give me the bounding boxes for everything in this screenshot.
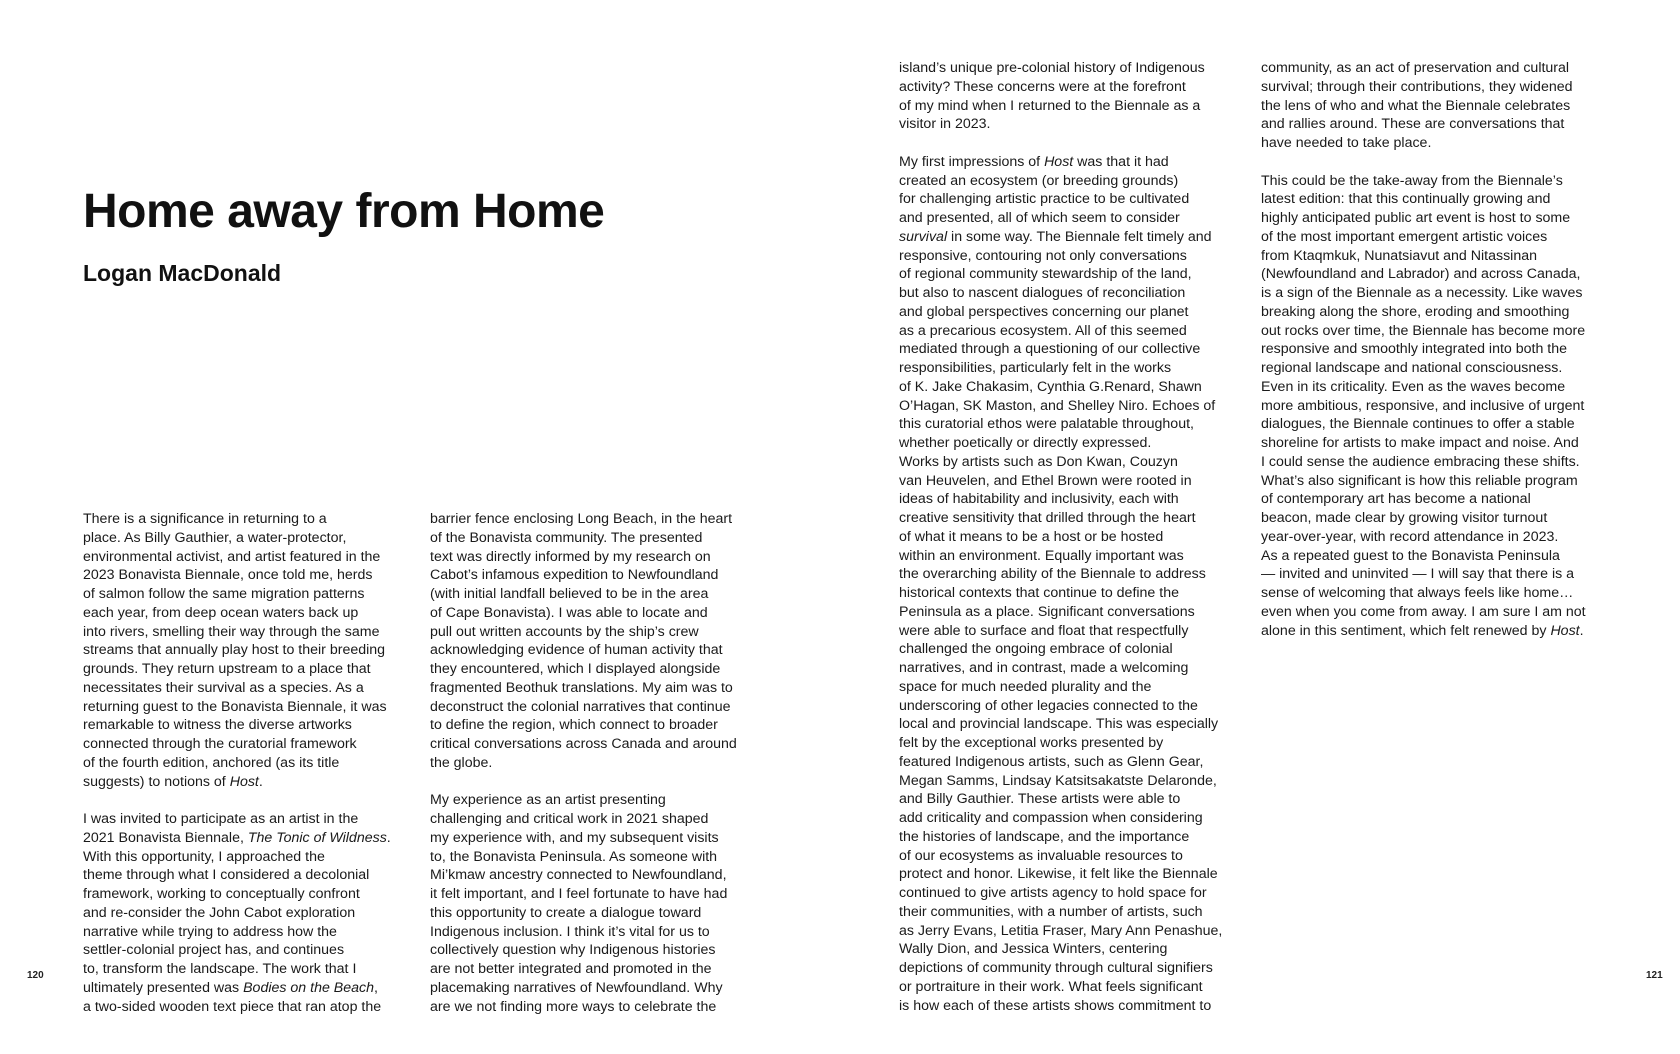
text-line: space for much needed plurality and the	[899, 678, 1152, 695]
text-line: settler-colonial project has, and continues	[83, 942, 345, 959]
text-line: survival in some way. The Biennale felt timely and	[899, 228, 1212, 245]
text-line: the overarching ability of the Biennale to address	[899, 566, 1206, 583]
text-line: text was directly informed by my research on	[430, 548, 711, 565]
text-line: it felt important, and I feel fortunate to have had	[430, 886, 728, 902]
text-line: of Cape Bonavista). I was able to locate and	[430, 604, 708, 621]
text-line: shoreline for artists to make impact and noise. And	[1261, 435, 1579, 451]
text-line: My first impressions of Host was that it had	[899, 153, 1169, 170]
text-line: more ambitious, responsive, and inclusive of urgent	[1261, 397, 1585, 414]
text-line: of salmon follow the same migration patterns	[83, 586, 365, 602]
text-line: What’s also significant is how this reliable program	[1261, 472, 1578, 489]
text-line: of what it means to be a host or be hosted	[899, 528, 1164, 545]
text-line: (with initial landfall believed to be in the area	[430, 586, 709, 602]
article-title: Home away from Home	[83, 185, 605, 238]
text-line: challenging and critical work in 2021 shaped	[430, 811, 709, 827]
text-line: dialogues, the Biennale continues to offer a stable	[1261, 416, 1575, 433]
text-line: fragmented Beothuk translations. My aim was to	[430, 679, 733, 696]
text-line: beacon, made clear by growing visitor turnout	[1261, 510, 1548, 526]
text-line: creative sensitivity that drilled through the heart	[899, 510, 1196, 526]
text-line: breaking along the shore, eroding and smoothing	[1261, 303, 1570, 320]
text-line: grounds. They return upstream to a place that	[83, 661, 371, 677]
text-line: the histories of landscape, and the importance	[899, 828, 1190, 845]
text-line: There is a significance in returning to a	[83, 511, 327, 527]
paragraph	[83, 510, 418, 791]
text-line: responsive, contouring not only conversations	[899, 247, 1187, 264]
text-line: survival; through their contributions, they widened	[1261, 78, 1573, 95]
text-line: a two-sided wooden text piece that ran atop the	[83, 998, 382, 1015]
paragraph	[899, 153, 1234, 453]
text-column-3	[899, 59, 1234, 1015]
text-line: Indigenous inclusion. I think it’s vital for us to	[430, 923, 710, 940]
text-line: of our ecosystems as invaluable resources to	[899, 847, 1183, 864]
text-line: remarkable to witness the diverse artworks	[83, 717, 352, 734]
text-line: to, the Bonavista Peninsula. As someone with	[430, 848, 718, 865]
text-line: responsive and smoothly integrated into both the	[1261, 341, 1568, 358]
text-line: I could sense the audience embracing these shifts.	[1261, 453, 1580, 470]
text-line: and rallies around. These are conversations that	[1261, 116, 1565, 133]
text-line: O’Hagan, SK Maston, and Shelley Niro. Echoes of	[899, 397, 1216, 414]
text-line: Peninsula as a place. Significant conversations	[899, 603, 1195, 620]
text-line: Megan Samms, Lindsay Katsitsakatste Delaronde,	[899, 772, 1217, 789]
text-line: theme through what I considered a decolonial	[83, 867, 370, 884]
text-line: I was invited to participate as an artist in the	[83, 811, 359, 827]
text-line: connected through the curatorial framework	[83, 736, 357, 752]
text-line: island’s unique pre-colonial history of Indigenous	[899, 60, 1205, 76]
text-line: necessitates their survival as a species. As a	[83, 679, 364, 696]
text-line: their communities, with a number of artists, such	[899, 903, 1203, 920]
text-line: streams that annually play host to their breeding	[83, 642, 386, 659]
text-line: Wally Dion, and Jessica Winters, centering	[899, 941, 1168, 958]
text-line: Works by artists such as Don Kwan, Couzyn	[899, 453, 1178, 470]
text-line: activity? These concerns were at the forefront	[899, 78, 1186, 95]
text-line: placemaking narratives of Newfoundland. Why	[430, 979, 723, 996]
text-line: place. As Billy Gauthier, a water-protector,	[83, 529, 347, 546]
text-line: or portraiture in their work. What feels significant	[899, 978, 1203, 995]
text-line: My experience as an artist presenting	[430, 792, 666, 809]
text-line: have needed to take place.	[1261, 135, 1432, 151]
page-number-right: 121	[1646, 970, 1663, 981]
paragraph	[430, 791, 765, 1016]
text-line: the globe.	[430, 754, 493, 771]
text-line: from Ktaqmkuk, Nunatsiavut and Nitassinan	[1261, 247, 1537, 264]
text-line: within an environment. Equally important was	[899, 547, 1184, 564]
text-line: framework, working to conceptually confront	[83, 886, 360, 902]
text-line: to define the region, which connect to broader	[430, 717, 718, 734]
text-line: were able to surface and float that respectfully	[899, 622, 1189, 639]
text-line: the lens of who and what the Biennale celebrates	[1261, 97, 1571, 114]
text-line: are not better integrated and promoted in the	[430, 961, 712, 977]
text-line: pull out written accounts by the ship’s crew	[430, 623, 699, 640]
text-line: this opportunity to create a dialogue toward	[430, 904, 702, 921]
text-line: highly anticipated public art event is host to some	[1261, 210, 1571, 226]
text-line: (Newfoundland and Labrador) and across Canada,	[1261, 266, 1581, 283]
text-line: — invited and uninvited — I will say that there is a	[1261, 566, 1575, 583]
text-line: whether poetically or directly expressed.	[899, 435, 1152, 451]
text-line: for challenging artistic practice to be cultivated	[899, 191, 1190, 208]
text-line: 2023 Bonavista Biennale, once told me, herds	[83, 567, 373, 584]
text-line: community, as an act of preservation and cultural	[1261, 60, 1570, 76]
text-line: deconstruct the colonial narratives that continue	[430, 698, 731, 715]
text-line: underscoring of other legacies connected to the	[899, 697, 1198, 714]
text-line: continued to give artists agency to hold space for	[899, 885, 1207, 901]
text-line: and presented, all of which seem to consider	[899, 210, 1180, 226]
text-line: regional landscape and national consciousness.	[1261, 360, 1563, 376]
text-line: narratives, and in contrast, made a welcoming	[899, 660, 1189, 676]
text-line: this curatorial ethos were palatable throughout,	[899, 416, 1194, 433]
text-line: created an ecosystem (or breeding grounds)	[899, 172, 1179, 189]
text-line: critical conversations across Canada and around	[430, 736, 737, 752]
text-line: are we not finding more ways to celebrate the	[430, 998, 717, 1015]
paragraph	[430, 510, 765, 773]
text-line: year-over-year, with record attendance in 2023.	[1261, 528, 1559, 545]
article-author: Logan MacDonald	[83, 260, 282, 286]
text-line: of K. Jake Chakasim, Cynthia G.Renard, Shawn	[899, 378, 1202, 395]
text-line: of my mind when I returned to the Biennale as a	[899, 97, 1201, 114]
text-line: each year, from deep ocean waters back up	[83, 604, 359, 621]
text-line: responsibilities, particularly felt in the works	[899, 360, 1172, 376]
paragraph	[899, 59, 1234, 134]
text-line: Mi’kmaw ancestry connected to Newfoundland,	[430, 867, 727, 884]
text-line: is how each of these artists shows commitment to	[899, 997, 1212, 1014]
text-line: sense of welcoming that always feels like home…	[1261, 585, 1574, 601]
text-line: latest edition: that this continually growing and	[1261, 191, 1551, 208]
text-line: depictions of community through cultural signifiers	[899, 960, 1213, 976]
text-line: of the most important emergent artistic voices	[1261, 228, 1548, 245]
text-line: This could be the take-away from the Biennale’s	[1261, 172, 1563, 189]
text-column-4	[1261, 59, 1611, 640]
paragraph	[83, 810, 418, 1016]
text-line: alone in this sentiment, which felt renewed by Host.	[1261, 622, 1584, 639]
text-line: my experience with, and my subsequent visits	[430, 829, 719, 846]
text-column-2	[430, 510, 765, 1016]
text-line: of the fourth edition, anchored (as its title	[83, 754, 340, 771]
text-line: into rivers, smelling their way through the same	[83, 623, 380, 640]
text-line: narrative while trying to address how the	[83, 923, 337, 940]
text-line: ultimately presented was Bodies on the Beach,	[83, 979, 378, 996]
text-line: challenged the ongoing embrace of colonial	[899, 641, 1173, 658]
text-line: With this opportunity, I approached the	[83, 848, 325, 865]
paragraph	[1261, 172, 1611, 641]
text-line: Even in its criticality. Even as the waves become	[1261, 378, 1566, 395]
text-line: protect and honor. Likewise, it felt like the Biennale	[899, 866, 1218, 883]
text-line: even when you come from away. I am sure I am not	[1261, 603, 1586, 620]
text-line: and global perspectives concerning our planet	[899, 303, 1189, 320]
text-line: returning guest to the Bonavista Biennale, it was	[83, 698, 387, 715]
text-line: historical contexts that continue to define the	[899, 585, 1179, 601]
text-line: add criticality and compassion when considering	[899, 810, 1203, 826]
text-line: collectively question why Indigenous histories	[430, 942, 716, 959]
text-line: mediated through a questioning of our collective	[899, 341, 1201, 358]
text-line: ideas of habitability and inclusivity, each with	[899, 491, 1179, 508]
text-line: of regional community stewardship of the land,	[899, 266, 1192, 283]
text-line: 2021 Bonavista Biennale, The Tonic of Wildness.	[83, 829, 391, 846]
text-line: visitor in 2023.	[899, 116, 991, 133]
text-line: environmental activist, and artist featured in the	[83, 548, 381, 565]
text-line: of contemporary art has become a national	[1261, 491, 1531, 508]
text-line: van Heuvelen, and Ethel Brown were rooted in	[899, 472, 1192, 489]
text-line: and Billy Gauthier. These artists were able to	[899, 791, 1181, 808]
text-line: featured Indigenous artists, such as Glenn Gear,	[899, 753, 1204, 770]
text-line: suggests) to notions of Host.	[83, 773, 263, 790]
text-column-1	[83, 510, 418, 1016]
text-line: felt by the exceptional works presented by	[899, 735, 1164, 751]
paragraph	[899, 453, 1234, 1016]
text-line: but also to nascent dialogues of reconciliation	[899, 285, 1186, 301]
text-line: of the Bonavista community. The presented	[430, 529, 703, 546]
text-line: As a repeated guest to the Bonavista Peninsula	[1261, 547, 1560, 564]
text-line: local and provincial landscape. This was especially	[899, 716, 1219, 733]
text-line: as a precarious ecosystem. All of this seemed	[899, 322, 1187, 339]
text-line: to, transform the landscape. The work that I	[83, 961, 357, 977]
text-line: and re-consider the John Cabot exploration	[83, 904, 356, 921]
paragraph	[1261, 59, 1611, 153]
text-line: out rocks over time, the Biennale has become more	[1261, 322, 1586, 339]
text-line: is a sign of the Biennale as a necessity. Like waves	[1261, 285, 1583, 301]
text-line: acknowledging evidence of human activity that	[430, 642, 723, 659]
text-line: barrier fence enclosing Long Beach, in the heart	[430, 511, 733, 527]
text-line: they encountered, which I displayed alongside	[430, 661, 721, 677]
text-line: as Jerry Evans, Letitia Fraser, Mary Ann Penashue,	[899, 922, 1223, 939]
text-line: Cabot’s infamous expedition to Newfoundland	[430, 567, 719, 584]
page-number-left: 120	[27, 970, 44, 981]
